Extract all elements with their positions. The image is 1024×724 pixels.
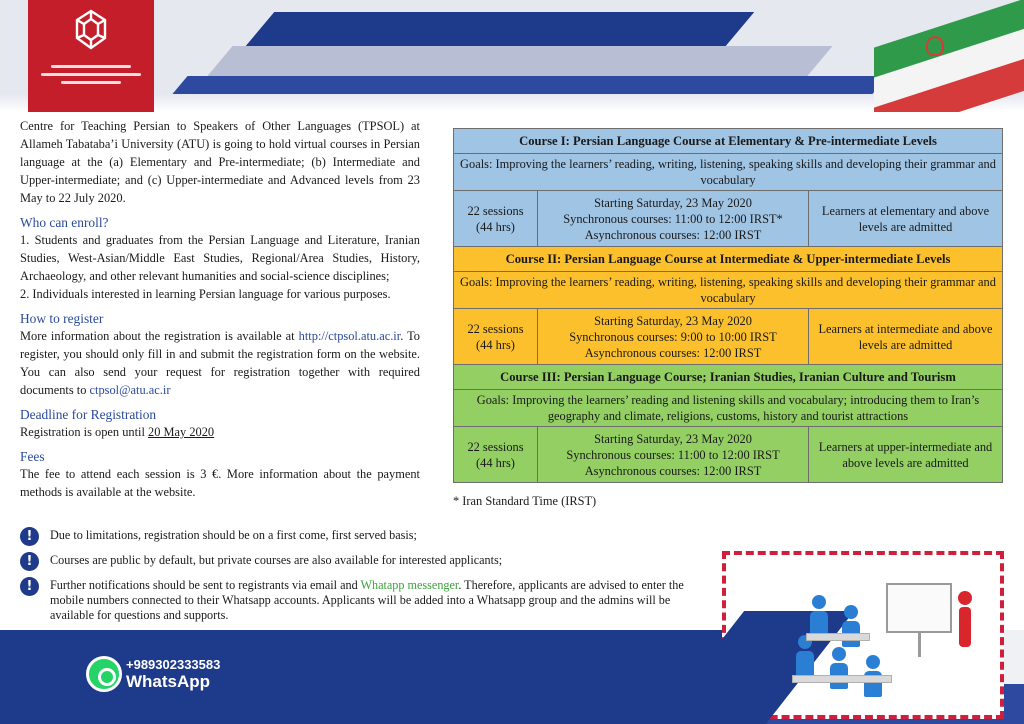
course-schedule: Starting Saturday, 23 May 2020 Synchronous courses: 11:00 to 12:00 IRST* Asynchronous courses: 12:00 IRST [538,191,809,247]
university-logo-script [36,60,146,84]
course-goals: Goals: Improving the learners’ reading and listening skills and vocabulary; introducing them to Iran’s geography and climate, religions, customs, history and tourist attractions [454,390,1003,427]
info-column [20,117,420,501]
course-schedule: Starting Saturday, 23 May 2020 Synchronous courses: 9:00 to 10:00 IRST Asynchronous courses: 12:00 IRST [538,309,809,365]
desk [806,633,870,641]
enroll-item-2: 2. Individuals interested in learning Persian language for various purposes. [20,287,391,301]
fees-paragraph: The fee to attend each session is 3 €. More information about the payment methods is available at the website. [20,467,420,499]
course-title: Course III: Persian Language Course; Iranian Studies, Iranian Culture and Tourism [454,365,1003,390]
teacher-figure [958,591,972,647]
deadline-paragraph [20,423,420,441]
student-figure [830,647,848,691]
notice-item [20,527,690,546]
exclamation-icon: ! [20,527,39,546]
notice-item [20,577,690,623]
notice-text: Due to limitations, registration should be on a first come, first served basis; [50,528,417,542]
whatsapp-messenger-link[interactable]: Whatapp messenger [360,578,459,592]
notice-text: Courses are public by default, but private courses are also available for interested applicants; [50,553,503,567]
deadline-text: Registration is open until [20,425,149,439]
fees-heading: Fees [20,449,45,464]
website-link[interactable]: http://ctpsol.atu.ac.ir [298,329,401,343]
classroom-illustration [722,551,1004,719]
course-goals: Goals: Improving the learners’ reading, writing, listening, speaking skills and developing their grammar and vocabulary [454,154,1003,191]
exclamation-icon: ! [20,552,39,571]
exclamation-icon: ! [20,577,39,596]
course-sessions: 22 sessions (44 hrs) [454,191,538,247]
desk [792,675,892,683]
register-heading: How to register [20,311,104,326]
course-admission: Learners at upper-intermediate and above levels are admitted [809,427,1003,483]
intro-paragraph: Centre for Teaching Persian to Speakers of Other Languages (TPSOL) at Allameh Tabataba’i University (ATU) is going to hold virtual courses in Persian language at the (a) Elementary and Pre-intermediate; (b) Intermediate and Upper-intermediate; and (c) Upper-intermediate and Advanced levels from 23 May to 22 July 2020. [20,119,420,205]
notice-list [20,527,690,629]
course-3 [454,365,1003,483]
enroll-item-1: 1. Students and graduates from the Persian Language and Literature, Iranian Studies, West-Asian/Middle East Studies, Regional/Area Studies, History, Archaeology, and other relevant humanities and social-science disciplines; [20,233,420,283]
course-title: Course II: Persian Language Course at Intermediate & Upper-intermediate Levels [454,247,1003,272]
whatsapp-contact[interactable] [86,656,220,692]
enroll-heading: Who can enroll? [20,215,109,230]
student-figure [796,635,814,679]
course-2 [454,247,1003,365]
course-admission: Learners at intermediate and above levels are admitted [809,309,1003,365]
whiteboard-icon [886,583,952,633]
course-table [453,128,1003,483]
deadline-date: 20 May 2020 [148,425,215,439]
course-title: Course I: Persian Language Course at Elementary & Pre-intermediate Levels [454,129,1003,154]
register-paragraph [20,327,420,399]
register-text-a: More information about the registration is available at [20,329,299,343]
iran-flag-icon [864,0,1024,112]
course-goals: Goals: Improving the learners’ reading, writing, listening, speaking skills and developing their grammar and vocabulary [454,272,1003,309]
irst-footnote: * Iran Standard Time (IRST) [453,494,597,508]
course-admission: Learners at elementary and above levels are admitted [809,191,1003,247]
notice-item [20,552,690,571]
university-logo [28,0,154,112]
university-logo-icon [71,8,111,52]
whatsapp-label: WhatsApp [126,671,211,691]
course-sessions: 22 sessions (44 hrs) [454,309,538,365]
notice-text: Further notifications should be sent to registrants via email and Whatapp messenger. Therefore, applicants are advised to enter the mobile numbers connected to their Whatsapp accounts. Applicants will be added into a Whatsapp group and the admins will be available for questions and supports. [50,578,684,622]
whatsapp-number: +989302333583 [126,656,221,672]
course-1 [454,129,1003,247]
email-link[interactable]: ctpsol@atu.ac.ir [89,383,171,397]
register-text-b: . To register, you should only fill in and submit the registration form on the website. You can also send your request for registration together with required documents to [20,329,420,397]
course-schedule: Starting Saturday, 23 May 2020 Synchronous courses: 11:00 to 12:00 IRST Asynchronous courses: 12:00 IRST [538,427,809,483]
student-figure [842,605,860,649]
whatsapp-icon [86,656,122,692]
deadline-heading: Deadline for Registration [20,407,157,422]
course-sessions: 22 sessions (44 hrs) [454,427,538,483]
